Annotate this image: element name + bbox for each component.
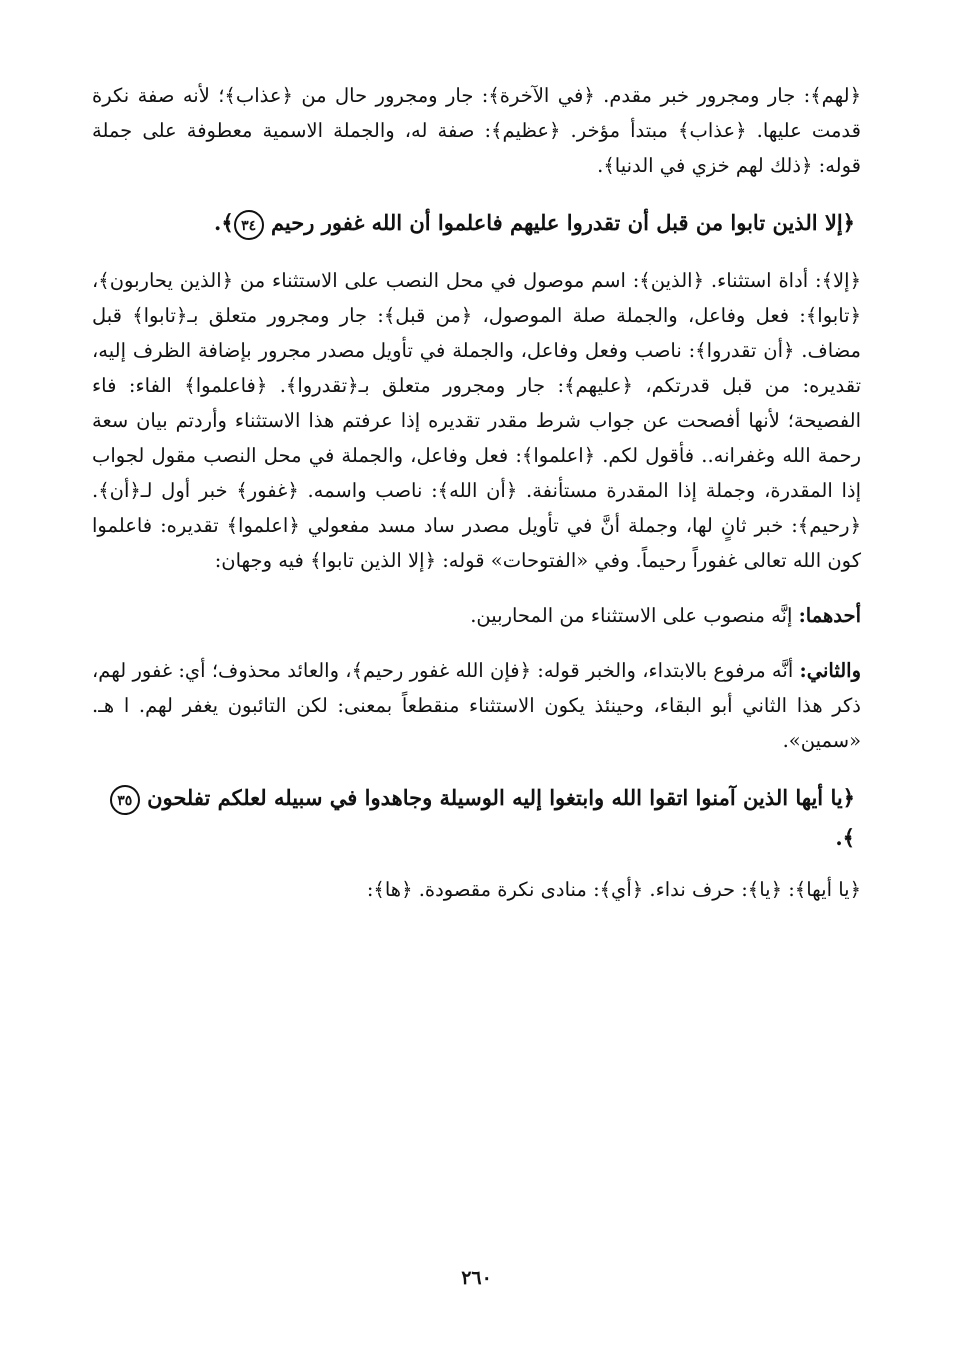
- verse-close: ﴾.: [214, 210, 234, 235]
- quran-verse-34: [92, 203, 861, 243]
- quran-verse-35: [92, 778, 861, 858]
- verse-number-badge: ٣٤: [234, 210, 264, 240]
- paragraph-4: [92, 653, 861, 758]
- paragraph-lead: والثاني:: [799, 659, 861, 682]
- spacer: [92, 578, 861, 598]
- verse-number-badge: ٣٥: [110, 785, 140, 815]
- paragraph-body: إنَّه منصوب على الاستثناء من المحاربين.: [470, 604, 799, 627]
- verse-close: ﴾.: [835, 825, 855, 850]
- paragraph-lead: أحدهما:: [798, 604, 861, 627]
- verse-text: ﴿يا أيها الذين آمنوا اتقوا الله وابتغوا إليه الوسيلة وجاهدوا في سبيله لعلكم تفلحون: [147, 785, 855, 810]
- paragraph-body: أنَّه مرفوع بالابتداء، والخبر قوله: ﴿فإن الله غفور رحيم﴾، والعائد محذوف؛ أي: غفور لهم، ذكر هذا الثاني أبو البقاء، وحينئذ يكون الاستثناء منقطعاً بمعنى: لكن التائبون يغفر لهم. ا هـ. «سمين».: [92, 659, 861, 752]
- spacer: [92, 858, 861, 872]
- paragraph-5: ﴿يا أيها﴾: ﴿يا﴾: حرف نداء. ﴿أي﴾: منادى نكرة مقصودة. ﴿ها﴾:: [366, 878, 861, 901]
- page-number: ٢٦٠: [461, 1267, 492, 1289]
- spacer: [92, 758, 861, 778]
- spacer: [92, 183, 861, 203]
- paragraph-1: ﴿لهم﴾: جار ومجرور خبر مقدم. ﴿في الآخرة﴾: جار ومجرور حال من ﴿عذاب﴾؛ لأنه صفة نكرة قدمت عليها. ﴿عذاب﴾ مبتدأ مؤخر. ﴿عظيم﴾: صفة له، والجملة الاسمية معطوفة على جملة قوله: ﴿ذلك لهم خزي في الدنيا﴾.: [92, 84, 861, 177]
- paragraph-2: ﴿إلا﴾: أداة استثناء. ﴿الذين﴾: اسم موصول في محل النصب على الاستثناء من ﴿الذين يحاربون﴾، ﴿تابوا﴾: فعل وفاعل، والجملة صلة الموصول، ﴿من قبل﴾: جار ومجرور متعلق بـ﴿تابوا﴾ قبل مضاف. ﴿أن تقدروا﴾: ناصب وفعل وفاعل، والجملة في تأويل مصدر مجرور بإضافة الظرف إليه، تقديره: من قبل قدرتكم، ﴿عليهم﴾: جار ومجرور متعلق بـ﴿تقدروا﴾. ﴿فاعلموا﴾ الفاء: فاء الفصيحة؛ لأنها أفصحت عن جواب شرط مقدر تقديره إذا عرفتم هذا الاستثناء وأردتم بيان سعة رحمة الله وغفرانه.. فأقول لكم. ﴿اعلموا﴾: فعل وفاعل، والجملة في محل النصب مقول لجواب إذا المقدرة، وجملة إذا المقدرة مستأنفة. ﴿أن الله﴾: ناصب واسمه. ﴿غفور﴾ خبر أول لـ﴿أن﴾. ﴿رحيم﴾: خبر ثانٍ لها، وجملة أنَّ في تأويل مصدر ساد مسد مفعولي ﴿اعلموا﴾ تقديره: فاعلموا كون الله تعالى غفوراً رحيماً. وفي «الفتوحات» قوله: ﴿إلا الذين تابوا﴾ فيه وجهان:: [92, 269, 861, 572]
- verse-text: ﴿إلا الذين تابوا من قبل أن تقدروا عليهم فاعلموا أن الله غفور رحيم: [270, 210, 855, 235]
- spacer: [92, 633, 861, 653]
- paragraph-3: [92, 598, 861, 633]
- spacer: [92, 243, 861, 263]
